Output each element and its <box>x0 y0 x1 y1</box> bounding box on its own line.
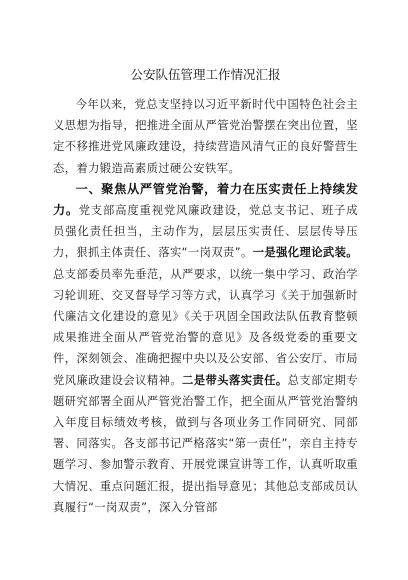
section-1-body-c: 总支部定期专题研究部署全面从严管党治警工作，把全面从严管党治警纳入年度目标绩效考核，做到与各项业务工作同研究、同部署、同落实。各支部书记严格落实“第一责任”，亲自主持专题学习、参加警示教育、开展党课宣讲等工作，认真听取重大情况、重点问题汇报，提出指导意见；其他总支部成员认真履行“一岗双责”，深入分管部 <box>53 373 358 514</box>
section-1-point-1: 一是强化理论武装。 <box>252 246 358 260</box>
section-1-paragraph <box>53 179 358 518</box>
section-1-point-2: 二是带头落实责任。 <box>182 373 288 387</box>
section-1-heading: 一、聚焦从严管党治警，着力在压实责任上持续发力。 <box>53 181 358 218</box>
section-1-body-b: 总支部委员率先垂范，从严要求，以统一集中学习、政治学习轮训班、交叉督导学习等方式，认真学习《关于加强新时代廉洁文化建设的意见》《关于巩固全国政法队伍教育整顿成果推进全面从严管党治警的意见》及各级党委的重要文件，深刻领会、准确把握中央以及公安部、省公安厅、市局党风廉政建设会议精神。 <box>53 267 358 387</box>
intro-paragraph: 今年以来，党总支坚持以习近平新时代中国特色社会主义思想为指导，把推进全面从严管党治警摆在突出位置，坚定不移推进党风廉政建设，持续营造风清气正的良好警营生态，着力锻造高素质过硬公安铁军。 <box>53 98 358 175</box>
section-1-body-a: 党支部高度重视党风廉政建设，党总支书记、班子成员强化责任担当，主动作为，层层压实责任、层层传导压力，狠抓主体责任、落实“一岗双责”。 <box>53 204 359 260</box>
document-title: 公安队伍管理工作情况汇报 <box>130 67 281 82</box>
